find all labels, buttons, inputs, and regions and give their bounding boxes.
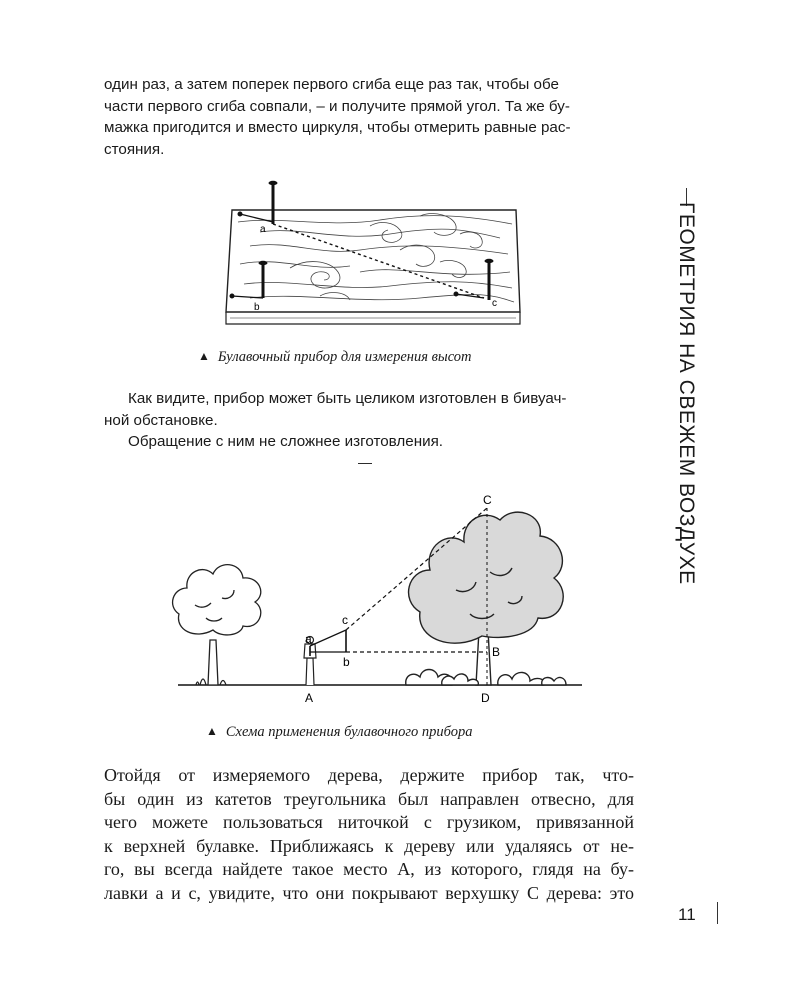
caption-text: Булавочный прибор для измерения высот: [217, 349, 472, 365]
section-separator: —: [358, 454, 372, 470]
sight-lines: [230, 212, 484, 298]
main-paragraph: [104, 764, 634, 905]
text-line: лавки a и c, увидите, что они покрывают верхушку C дерева: это: [104, 882, 634, 903]
caption-marker-icon: ▲: [198, 349, 210, 363]
label-c: c: [492, 298, 497, 309]
text-line: бы один из катетов треугольника был направлен отвесно, для: [104, 788, 634, 809]
caption-text: Схема применения булавочного прибора: [225, 724, 473, 740]
label-a: a: [260, 224, 266, 235]
label-C: C: [483, 493, 492, 507]
text-line: Обращение с ним не сложнее изготовления.: [128, 433, 444, 451]
figure-pin-device: [220, 176, 530, 336]
text-line: один раз, а затем поперек первого сгиба еще раз так, чтобы обе: [104, 76, 559, 93]
label-a: a: [305, 632, 312, 646]
intro-paragraph: [104, 74, 634, 160]
text-line: ной обстановке.: [104, 411, 218, 429]
label-B: B: [492, 645, 501, 659]
pin-top-left: [269, 181, 278, 224]
label-D: D: [481, 691, 490, 705]
pin-right: [485, 259, 494, 300]
big-tree: [406, 512, 566, 685]
label-b: b: [254, 302, 260, 313]
text-line: Как видите, прибор может быть целиком изготовлен в бивуач-: [128, 390, 567, 407]
figure1-caption: [198, 349, 472, 366]
label-c: c: [342, 613, 348, 627]
text-line: к верхней булавке. Приближаясь к дереву или удаляясь от не-: [104, 835, 634, 856]
chapter-title: ГЕОМЕТРИЯ НА СВЕЖЕМ ВОЗДУХЕ: [675, 202, 698, 585]
pin-middle-left: [259, 261, 268, 298]
chapter-title-sidebar: [660, 188, 720, 585]
page-number-rule: [717, 902, 718, 924]
text-line: мажка пригодится и вместо циркуля, чтобы отмерить равные рас-: [104, 119, 571, 137]
text-line: чего можете пользоваться ниточкой с грузиком, привязанной: [104, 812, 634, 832]
wooden-board: [226, 210, 520, 324]
text-line: го, вы всегда найдете такое место A, из которого, глядя на бу-: [104, 859, 634, 879]
text-line: Отойдя от измеряемого дерева, держите прибор так, что-: [104, 765, 634, 785]
figure2-caption: [206, 724, 472, 741]
text-line: стояния.: [104, 140, 165, 158]
label-A: A: [305, 691, 314, 705]
caption-marker-icon: ▲: [206, 724, 218, 738]
page-number: 11: [678, 905, 696, 924]
label-b: b: [343, 655, 350, 669]
middle-paragraph: [104, 388, 634, 453]
small-tree: [173, 565, 261, 685]
text-line: части первого сгиба совпали, – и получите прямой угол. Та же бу-: [104, 97, 570, 115]
figure-application-schema: [170, 490, 590, 710]
